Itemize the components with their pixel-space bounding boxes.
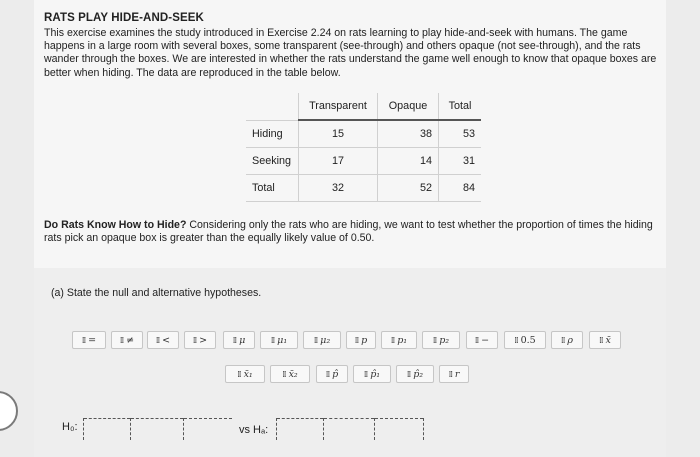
drag-grip-icon: ⁞⁞ [232,335,237,345]
h0-dropzone-divider [130,418,131,440]
palette-phat-button[interactable]: ⁞⁞ p̂ [316,365,348,383]
drag-grip-icon: ⁞⁞ [448,369,452,379]
h0-right-dropzone[interactable] [184,418,232,419]
data-table [246,93,481,202]
drag-grip-icon: ⁞⁞ [390,335,395,345]
h0-dropzone-divider [83,418,84,440]
palette-not-equal-button[interactable]: ⁞⁞ ≠ [111,331,143,349]
question-heading: Do Rats Know How to Hide? [44,219,187,231]
drag-grip-icon: ⁞⁞ [354,335,359,345]
ha-operator-dropzone[interactable] [324,418,374,419]
table-cell: 53 [439,120,482,148]
h0-dropzone-divider [183,418,184,440]
palette-greater-than-button[interactable]: ⁞⁞ > [184,331,216,349]
question-text [44,219,660,245]
drag-grip-icon: ⁞⁞ [192,335,197,345]
column-header: Opaque [378,93,439,120]
palette-p1-button[interactable]: ⁞⁞ p₁ [381,331,417,349]
table-cell: 52 [378,175,439,202]
row-header: Seeking [246,148,299,175]
drag-grip-icon: ⁞⁞ [432,335,437,345]
drag-grip-icon: ⁞⁞ [406,369,411,379]
table-cell: 15 [299,120,378,148]
drag-grip-icon: ⁞⁞ [561,335,565,345]
ha-dropzone-divider [323,418,324,440]
drag-grip-icon: ⁞⁞ [155,335,160,345]
question-marker-icon [0,391,18,431]
palette-xbar1-button[interactable]: ⁞⁞ x̄₁ [225,365,265,383]
drag-grip-icon: ⁞⁞ [119,335,124,345]
palette-phat2-button[interactable]: ⁞⁞ p̂₂ [396,365,434,383]
palette-p-button[interactable]: ⁞⁞ p [346,331,376,349]
palette-xbar-button[interactable]: ⁞⁞ x̄ [589,331,621,349]
problem-title: RATS PLAY HIDE-AND-SEEK [44,12,204,24]
palette-rho-button[interactable]: ⁞⁞ ρ [551,331,583,349]
ha-right-dropzone[interactable] [375,418,423,419]
drag-grip-icon: ⁞⁞ [599,335,603,345]
row-header: Total [246,175,299,202]
drag-grip-icon: ⁞⁞ [325,369,330,379]
drag-grip-icon: ⁞⁞ [237,369,241,379]
palette-phat1-button[interactable]: ⁞⁞ p̂₁ [353,365,391,383]
table-corner [246,93,299,120]
ha-dropzone-divider [276,418,277,440]
column-header: Total [439,93,482,120]
h0-left-dropzone[interactable] [84,418,130,419]
part-a-label: (a) State the null and alternative hypotheses. [51,287,262,299]
palette-equals-button[interactable]: ⁞⁞ = [72,331,106,349]
palette-less-than-button[interactable]: ⁞⁞ < [147,331,179,349]
table-cell: 84 [439,175,482,202]
table-cell: 17 [299,148,378,175]
null-hypothesis-label: H₀: [62,421,78,433]
palette-mu2-button[interactable]: ⁞⁞ μ₂ [303,331,341,349]
drag-grip-icon: ⁞⁞ [282,369,286,379]
table-row [246,148,481,175]
drag-grip-icon: ⁞⁞ [81,335,86,345]
drag-grip-icon: ⁞⁞ [270,335,275,345]
alternative-hypothesis-label: vs Hₐ: [239,424,269,436]
ha-left-dropzone[interactable] [277,418,323,419]
table-cell: 38 [378,120,439,148]
column-header: Transparent [299,93,378,120]
problem-intro: This exercise examines the study introduced in Exercise 2.24 on rats learning to play hide-and-seek with humans. The game happens in a large room with several boxes, some transparent (see-through) and others opaque (not see-through), and the rats wander through the boxes. We are interested in whether the rats understand the game well enough to know that opaque boxes are better when hiding. The data are reproduced in the table below. [44,27,657,79]
table-row [246,120,481,148]
table-cell: 14 [378,148,439,175]
palette-r-button[interactable]: ⁞⁞ r [439,365,469,383]
table-cell: 31 [439,148,482,175]
drag-grip-icon: ⁞⁞ [474,335,479,345]
ha-dropzone-divider [423,418,424,440]
drag-grip-icon: ⁞⁞ [514,335,518,345]
palette-mu1-button[interactable]: ⁞⁞ μ₁ [260,331,298,349]
drag-grip-icon: ⁞⁞ [363,369,368,379]
table-cell: 32 [299,175,378,202]
palette-minus-button[interactable]: ⁞⁞ − [466,331,498,349]
palette-p2-button[interactable]: ⁞⁞ p₂ [422,331,460,349]
palette-half-button[interactable]: ⁞⁞ 0.5 [504,331,546,349]
ha-dropzone-divider [374,418,375,440]
palette-xbar2-button[interactable]: ⁞⁞ x̄₂ [270,365,310,383]
palette-mu-button[interactable]: ⁞⁞ μ [223,331,255,349]
table-row [246,175,481,202]
row-header: Hiding [246,120,299,148]
drag-grip-icon: ⁞⁞ [313,335,318,345]
question-body: Considering only the rats who are hiding, we want to test whether the proportion of times the hiding rats pick an opaque box is greater than the equally likely value of 0.50. [44,219,653,245]
h0-operator-dropzone[interactable] [131,418,183,419]
